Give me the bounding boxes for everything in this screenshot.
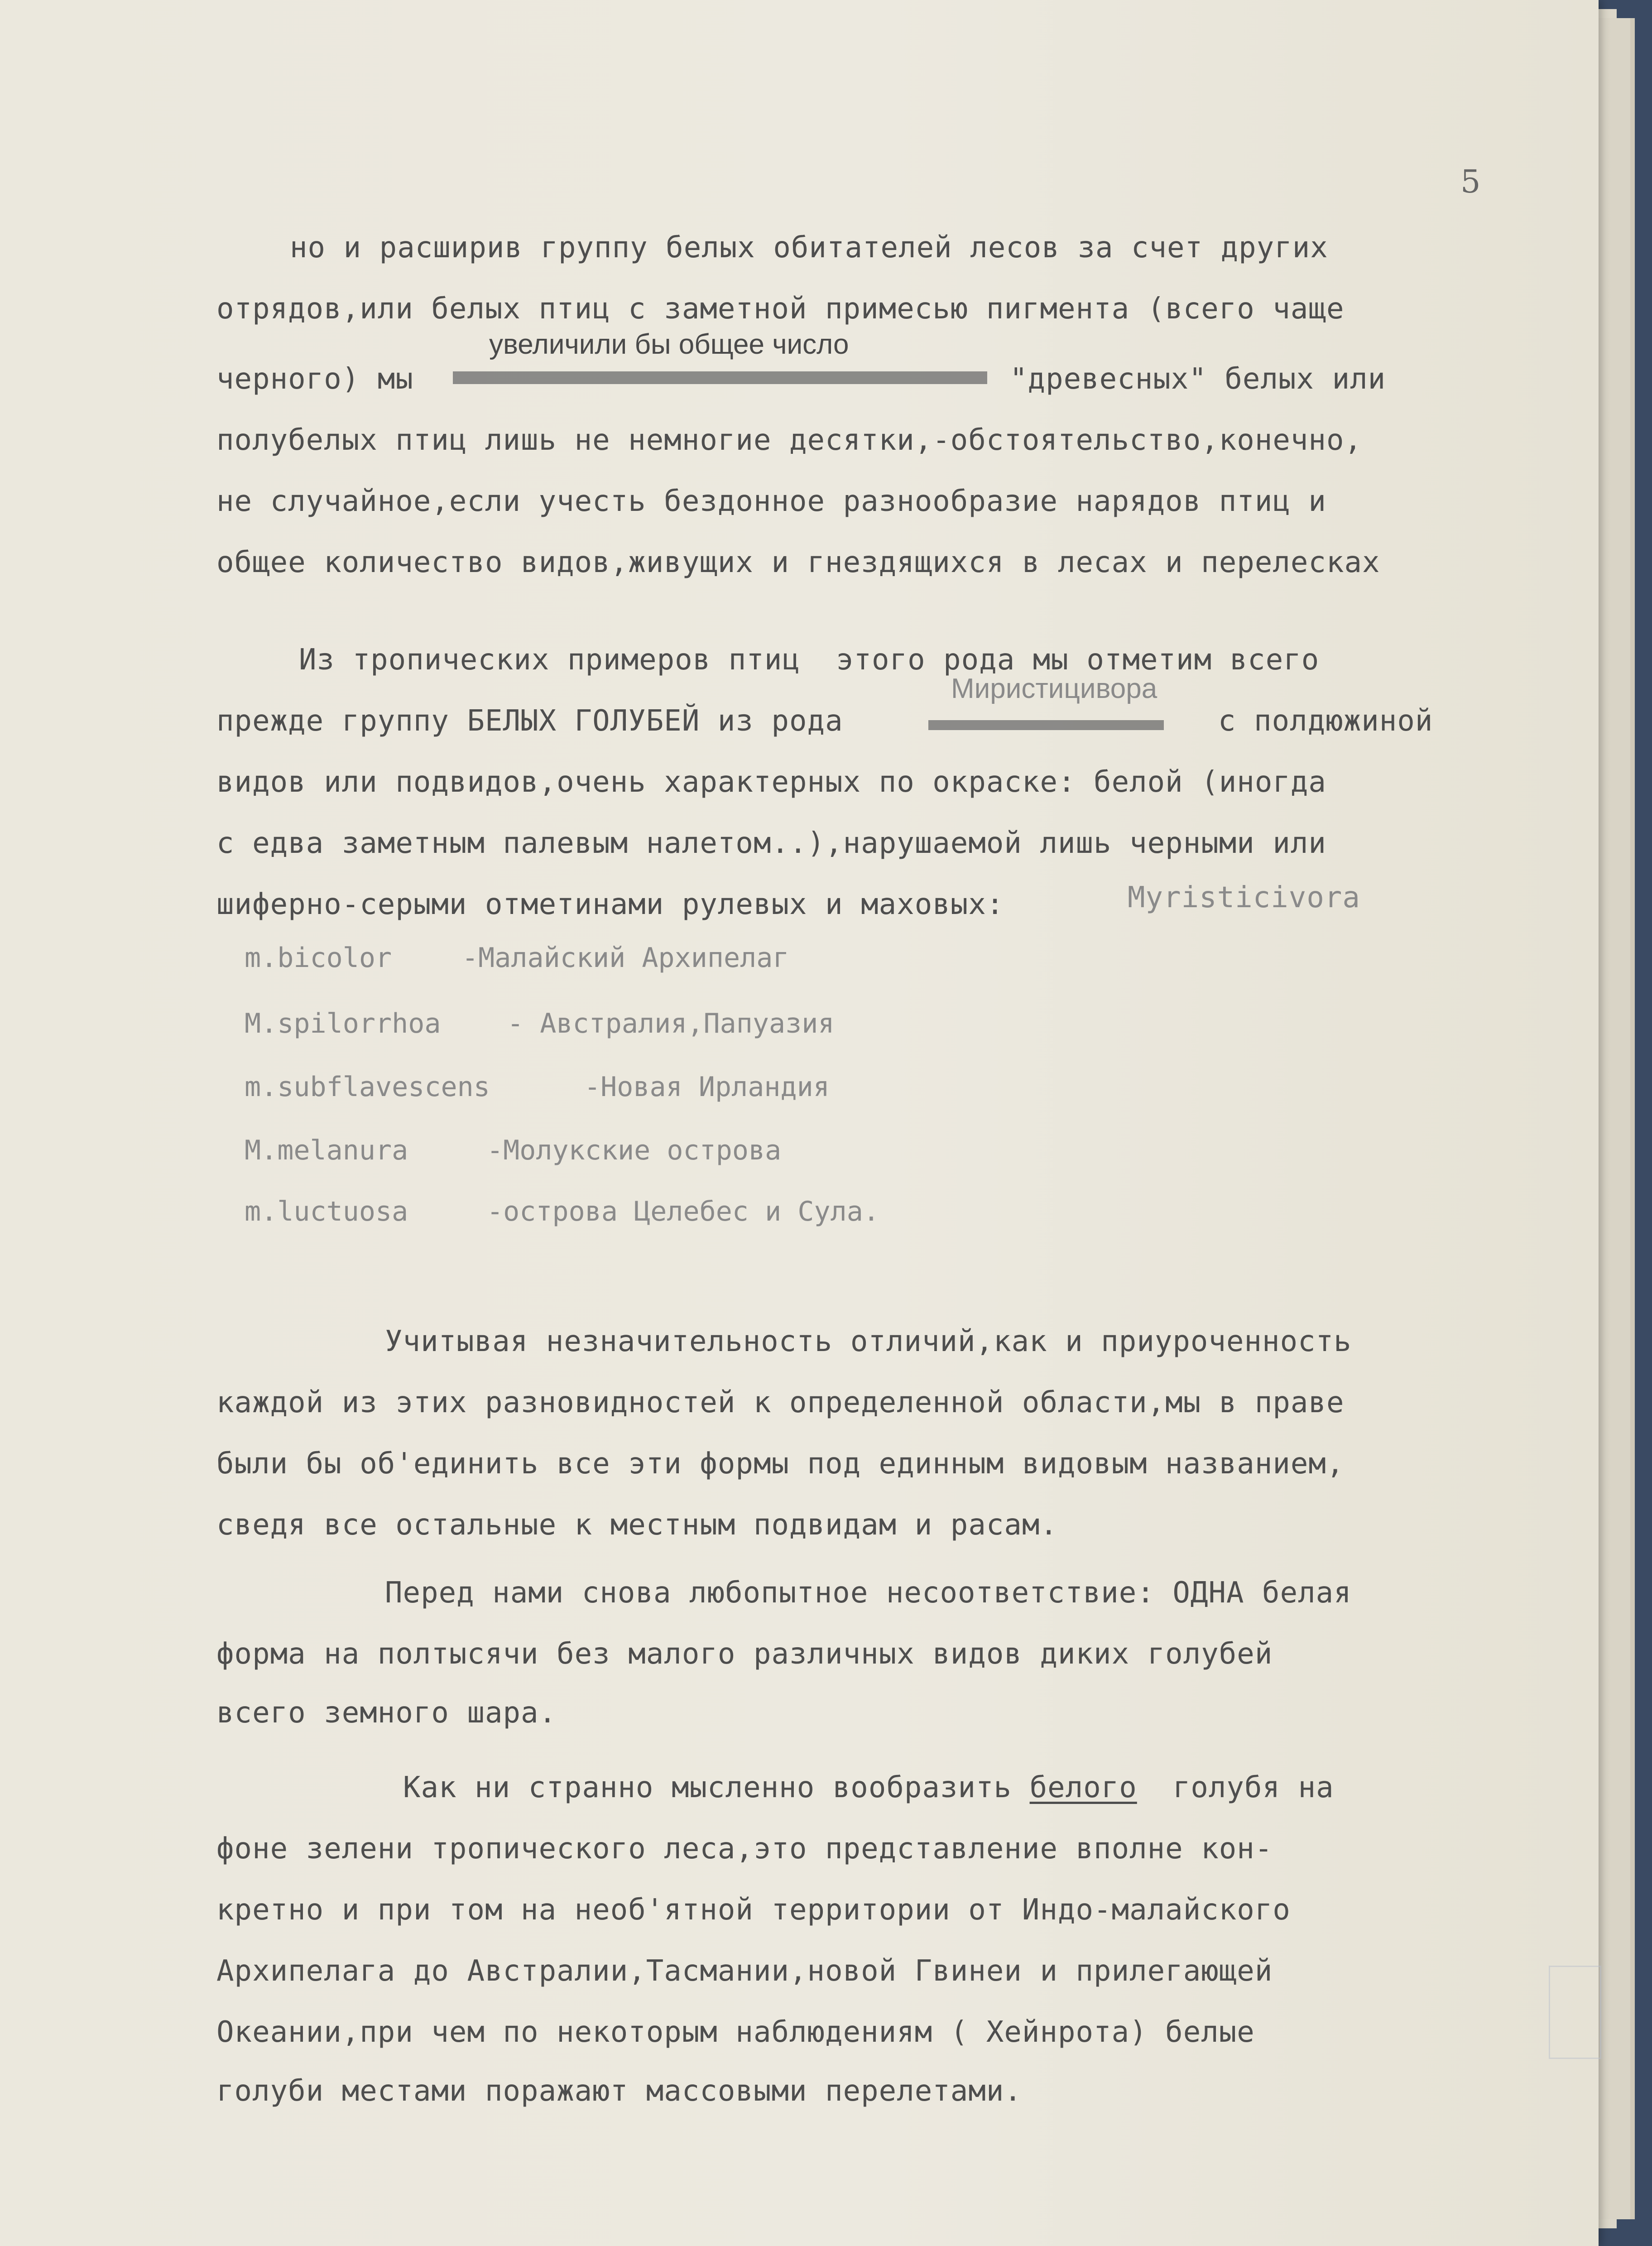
paragraph3-line2: каждой из этих разновидностей к определенной области,мы в праве xyxy=(216,1386,1345,1419)
paragraph2-line2-start: прежде группу БЕЛЫХ ГОЛУБЕЙ из рода xyxy=(216,704,843,738)
paragraph1-line4: полубелых птиц лишь не немногие десятки,-обстоятельство,конечно, xyxy=(216,423,1362,457)
paragraph1-line6: общее количество видов,живущих и гнездящихся в лесах и перелесках xyxy=(216,546,1380,579)
paragraph4-line3: всего земного шара. xyxy=(216,1696,557,1730)
paragraph1-line3-end: "древесных" белых или xyxy=(1010,362,1386,396)
species-name-2: M.spilorrhoa xyxy=(245,1008,441,1039)
species-name-4: M.melanura xyxy=(245,1135,408,1166)
species-region-4: -Молукские острова xyxy=(487,1135,782,1166)
species-name-3: m.subflavescens xyxy=(245,1071,490,1103)
genus-insert-cyrillic: Миристицивора xyxy=(951,673,1157,704)
paragraph3-line3: были бы об'единить все эти формы под единным видовым названием, xyxy=(216,1447,1345,1481)
species-region-5: -острова Целебес и Сула. xyxy=(487,1196,879,1227)
paragraph5-line3: кретно и при том на необ'ятной территории от Индо-малайского xyxy=(216,1893,1291,1927)
paragraph1-line5: не случайное,если учесть бездонное разнообразие нарядов птиц и xyxy=(216,485,1326,518)
paragraph5-line5: Океании,при чем по некоторым наблюдениям ( Хейнрота) белые xyxy=(216,2015,1255,2049)
paragraph3-line1: Учитывая незначительность отличий,как и приуроченность xyxy=(385,1325,1352,1358)
paragraph1-line2: отрядов,или белых птиц с заметной примесью пигмента (всего чаще xyxy=(216,292,1345,326)
paragraph2-line3: видов или подвидов,очень характерных по окраске: белой (иногда xyxy=(216,765,1326,799)
species-region-3: -Новая Ирландия xyxy=(584,1071,830,1103)
paragraph1-line3-start: черного) мы xyxy=(216,362,413,396)
paragraph4-line1: Перед нами снова любопытное несоответствие: ОДНА белая xyxy=(385,1576,1352,1610)
paragraph4-line2: форма на полтысячи без малого различных видов диких голубей xyxy=(216,1637,1273,1671)
paragraph5-line1-before: Как ни странно мысленно вообразить xyxy=(403,1771,1030,1804)
paragraph2-line5: шиферно-серыми отметинами рулевых и маховых: xyxy=(216,888,1004,921)
paragraph3-line4: сведя все остальные к местным подвидам и расам. xyxy=(216,1508,1058,1542)
paragraph5-line1 xyxy=(403,1771,1334,1804)
species-name-1: m.bicolor xyxy=(245,942,392,974)
paragraph5-line4: Архипелага до Австралии,Тасмании,новой Гвинеи и прилегающей xyxy=(216,1954,1273,1988)
underlined-word: белого xyxy=(1029,1771,1137,1804)
paragraph2-line1: Из тропических примеров птиц этого рода мы отметим всего xyxy=(299,643,1320,677)
paragraph5-line1-after: голубя на xyxy=(1137,1771,1334,1804)
handwritten-insertion: увеличили бы общее число xyxy=(489,329,849,360)
paragraph1-line1: но и расширив группу белых обитателей лесов за счет других xyxy=(290,231,1328,265)
paragraph5-line6: голуби местами поражают массовыми перелетами. xyxy=(216,2074,1022,2108)
species-region-1: -Малайский Архипелаг xyxy=(462,942,789,974)
page-number: 5 xyxy=(1460,163,1481,200)
genus-insert-latin: Myristicivora xyxy=(1128,881,1360,914)
genus-strikethrough xyxy=(928,720,1164,730)
species-name-5: m.luctuosa xyxy=(245,1196,408,1227)
archive-stamp xyxy=(1549,1966,1601,2059)
species-region-2: - Австралия,Папуазия xyxy=(507,1008,835,1039)
strikethrough-overtype xyxy=(453,371,987,384)
paragraph2-line4: с едва заметным палевым налетом..),нарушаемой лишь черными или xyxy=(216,827,1326,860)
paragraph2-line2-end: с полдюжиной xyxy=(1218,704,1433,738)
paragraph5-line2: фоне зелени тропического леса,это представление вполне кон- xyxy=(216,1832,1273,1866)
